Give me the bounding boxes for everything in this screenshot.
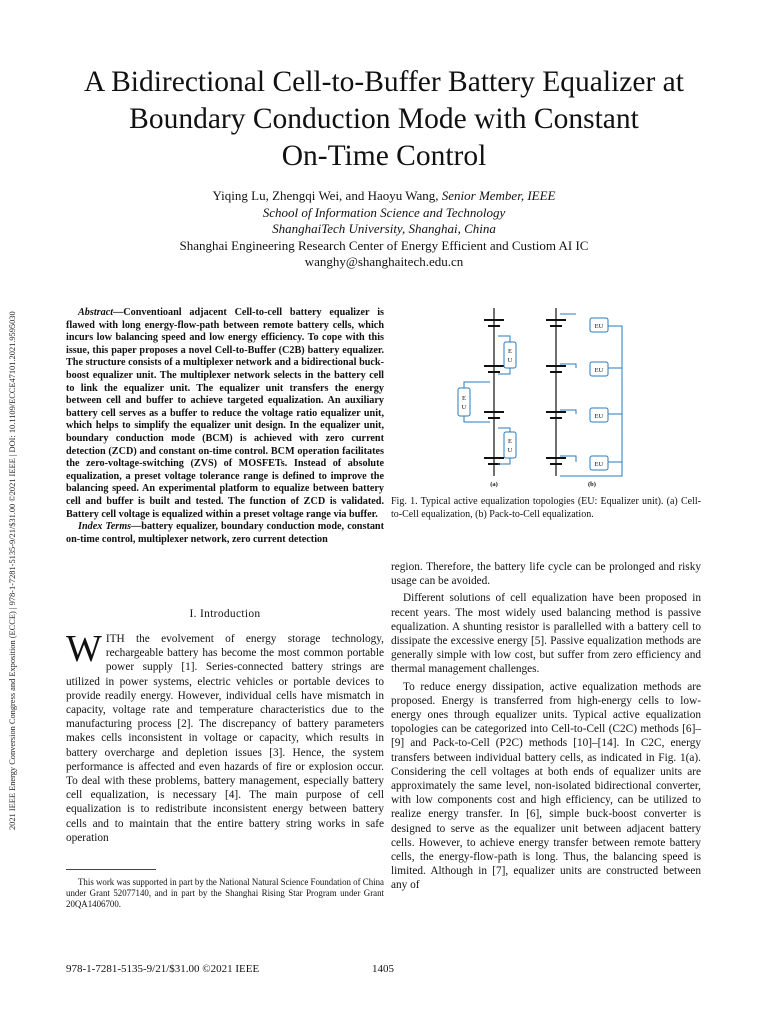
- title-line-3: On-Time Control: [281, 140, 487, 172]
- subfig-label-a: (a): [490, 481, 498, 488]
- eu-label-b2: EU: [594, 367, 604, 374]
- sidebar-text: 2021 IEEE Energy Conversion Congress and Exposition (ECCE) | 978-1-7281-5135-9/21/$31.00 ©2021 IEEE | DOI: 10.1109/ECCE47101.2021.9595030: [8, 311, 17, 830]
- right-paragraph-3: To reduce energy dissipation, active equalization methods are proposed. Energy is transferred from high-energy cells to low-energy ones through equalizer units. Typical active equalization topologies can be categorized into Cell-to-Cell (C2C) methods [6]–[9] and Pack-to-Cell (P2C) methods [10]–[14]. In C2C, energy transfers between individual battery cells, as indicated in Fig. 1(a). Considering the cell voltages at both ends of equalizer units are approximately the same level, non-isolated bidirectional converter, with low components cost and high efficiency, can be utilized to realize energy transfer. In [6], simple buck-boost converter is designed to serve as the equalizer unit between adjacent battery cells. However, to achieve energy transfer between remote battery cells, the energy-flow-path is long. Thus, the balancing speed is limited. Although in [7], equalizer units are constructed between any of: [391, 680, 701, 892]
- u-label-a1: U: [507, 357, 513, 364]
- eu-box-a2: [458, 388, 470, 416]
- index-terms-label: Index Terms: [78, 521, 132, 533]
- right-paragraph-1: region. Therefore, the battery life cycle can be prolonged and risky usage can be avoided.: [391, 561, 701, 588]
- section-heading: I. Introduction: [189, 608, 261, 620]
- eu-box-a1: [504, 342, 516, 368]
- equalizer-connections: [458, 314, 622, 476]
- author-block: [40, 188, 728, 271]
- title-line-2: Boundary Conduction Mode with Constant: [129, 103, 639, 135]
- u-label-a2: U: [461, 404, 467, 411]
- author-school: School of Information Science and Technology: [262, 204, 506, 220]
- footnote-rule: [66, 869, 156, 870]
- intro-paragraph: [66, 628, 384, 845]
- eu-label-b4: EU: [594, 461, 604, 468]
- diagram-a-string: [484, 308, 504, 476]
- abstract: [66, 307, 384, 546]
- author-university: ShanghaiTech University, Shanghai, China: [272, 221, 496, 236]
- subfig-label-b: (b): [588, 481, 596, 488]
- right-column-text: [391, 560, 701, 893]
- sidebar-citation: [6, 190, 20, 830]
- page-footer: 978-1-7281-5135-9/21/$31.00 ©2021 IEEE: [66, 963, 260, 975]
- figure-caption: Fig. 1. Typical active equalization topologies (EU: Equalizer unit). (a) Cell-to-Cell equalization, (b) Pack-to-Cell equalization.: [391, 496, 701, 520]
- u-label-a3: U: [507, 447, 513, 454]
- diagram-b-string: [546, 308, 566, 476]
- index-terms-text: —battery equalizer, boundary conduction mode, constant on-time control, multiplexer network, zero current detection: [66, 521, 384, 545]
- title-line-1: A Bidirectional Cell-to-Buffer Battery Equalizer at: [84, 66, 684, 98]
- author-email: wanghy@shanghaitech.edu.cn: [304, 254, 464, 269]
- author-member: Senior Member, IEEE: [441, 188, 556, 203]
- footnote: This work was supported in part by the National Natural Science Foundation of China under Grant 52077140, and in part by the Shanghai Rising Star Program under Grant 20QA1406700.: [66, 877, 384, 909]
- abstract-label: Abstract: [78, 307, 114, 318]
- intro-text: ITH the evolvement of energy storage technology, rechargeable battery has become the most common portable power supply [1]. Series-connected battery strings are utilized in power systems, electric vehicles or portable devices to provide readily energy. However, individual cells have mismatch in capacity, voltage rate and temperature characteristics due to the manufacturing process [2]. The discrepancy of battery parameters makes cells inconsistent in voltage or capacity, which results in battery overcharge and depletion issues [3]. Hence, the system performance is affected and even hazards of fire or explosion occur. To deal with these problems, battery management, especially battery cell equalization, is necessary [4]. The main purpose of cell equalization is to redistribute inconsistent energy between battery cells and to maintain that the entire battery string works in safe operation: [66, 633, 384, 844]
- eu-label-b3: EU: [594, 413, 604, 420]
- figure-1: [450, 306, 640, 488]
- eu-label-b1: EU: [594, 323, 604, 330]
- right-paragraph-2: Different solutions of cell equalization have been proposed in recent years. The most widely used balancing method is passive equalization. A shunting resistor is parallelled with a battery cell to dissipate the excessive energy [5]. Passive equalization methods are generally simple with low cost, but suffer from zero efficiency and thermal management challenges.: [391, 592, 701, 676]
- author-names: Yiqing Lu, Zhengqi Wei, and Haoyu Wang,: [212, 188, 439, 203]
- e-label-a2: E: [462, 395, 466, 402]
- eu-box-a3: [504, 432, 516, 458]
- paper-title: [40, 64, 728, 175]
- author-center: Shanghai Engineering Research Center of Energy Efficient and Custiom AI IC: [179, 237, 589, 253]
- e-label-a3: E: [508, 438, 512, 445]
- drop-cap: W: [66, 628, 102, 670]
- page-number: 1405: [372, 963, 394, 975]
- abstract-text: —Conventioanl adjacent Cell-to-cell battery equalizer is flawed with long energy-flow-path between remote battery cells, which incurs low balancing speed and low energy efficiency. To cope with this issue, this paper proposes a novel Cell-to-Buffer (C2B) battery equalizer. The structure consists of a multiplexer network and a bidirectional buck-boost equalizer unit. The multiplexer network selects in the battery cell to link the equalizer unit. The equalizer unit transfers the energy between cell and buffer to achieve targeted equalization. An auxiliary battery cell serves as a buffer to reduce the voltage ratio equalizer unit, which helps to simplify the equalizer unit design. In the equalizer unit, boundary conduction mode (BCM) is achieved with zero current detection (ZCD) and constant on-time control. BCM operation facilitates the zero-voltage-switching (ZVS) of MOSFETs. Instead of absolute equalization, a preset voltage tolerance range is defined to improve the balancing speed. An experimental platform to equalize between battery cell and buffer is built and tested. The function of ZCD is validated. Battery cell voltage is equalized within a preset voltage range via buffer.: [66, 307, 384, 520]
- e-label-a1: E: [508, 348, 512, 355]
